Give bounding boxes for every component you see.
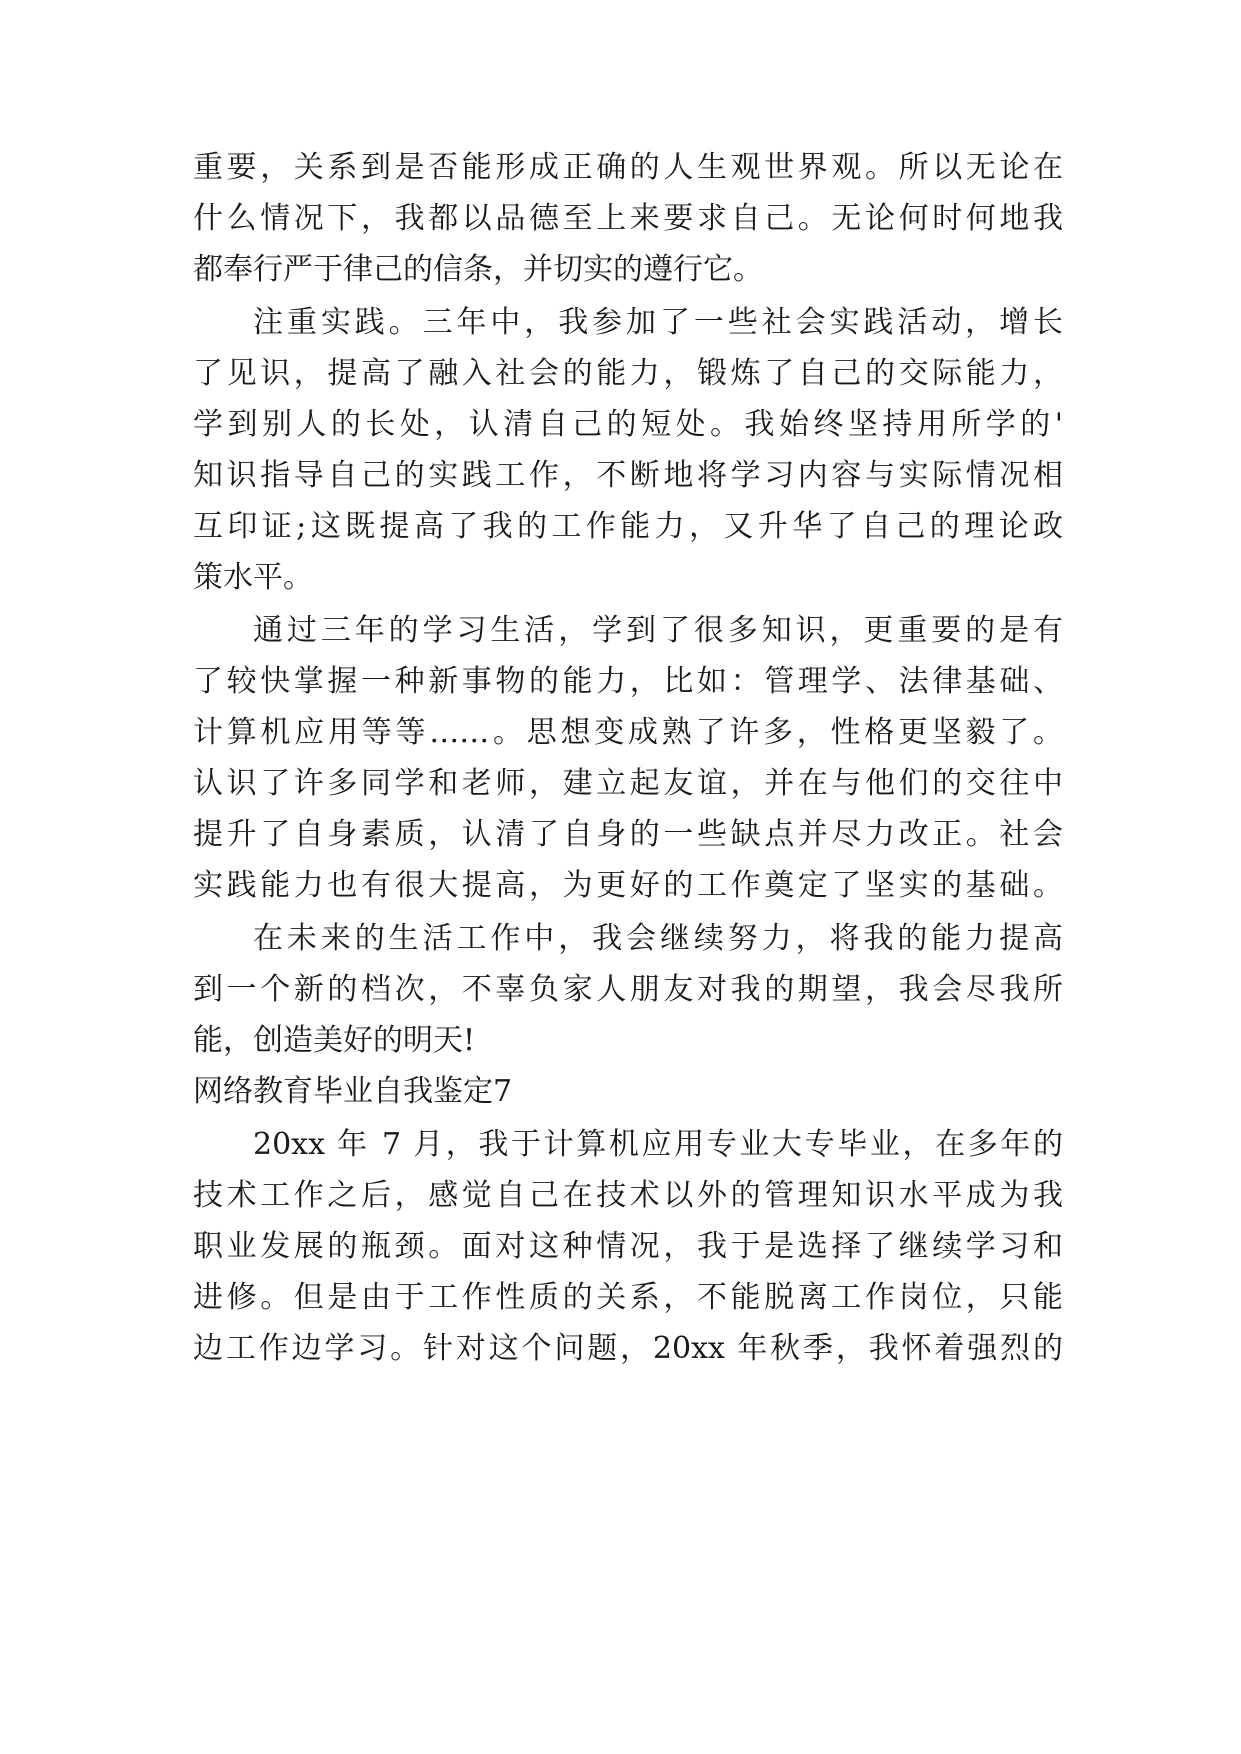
text-line: 都奉行严于律己的信条，并切实的遵行它。 xyxy=(193,252,763,287)
paragraph-first-line: 在未来的生活工作中，我会继续努力，将我的能力提高 xyxy=(253,921,1063,956)
text-line: 能，创造美好的明天! xyxy=(193,1023,476,1058)
text-line: 实践能力也有很大提高，为更好的工作奠定了坚实的基础。 xyxy=(193,868,1063,903)
text-line: 提升了自身素质，认清了自身的一些缺点并尽力改正。社会 xyxy=(193,817,1063,852)
paragraph-first-line: 通过三年的学习生活，学到了很多知识，更重要的是有 xyxy=(253,613,1063,648)
text-line: 技术工作之后，感觉自己在技术以外的管理知识水平成为我 xyxy=(193,1178,1063,1213)
section-heading: 网络教育毕业自我鉴定7 xyxy=(193,1074,513,1109)
text-line: 互印证;这既提高了我的工作能力，又升华了自己的理论政 xyxy=(193,509,1063,544)
text-line: 什么情况下，我都以品德至上来要求自己。无论何时何地我 xyxy=(193,201,1063,236)
text-line: 到一个新的档次，不辜负家人朋友对我的期望，我会尽我所 xyxy=(193,972,1063,1007)
text-line: 计算机应用等等……。思想变成熟了许多，性格更坚毅了。 xyxy=(193,715,1063,750)
paragraph-first-line: 注重实践。三年中，我参加了一些社会实践活动，增长 xyxy=(253,305,1063,340)
text-line: 认识了许多同学和老师，建立起友谊，并在与他们的交往中 xyxy=(193,766,1063,801)
text-line: 重要，关系到是否能形成正确的人生观世界观。所以无论在 xyxy=(193,150,1063,185)
text-line: 职业发展的瓶颈。面对这种情况，我于是选择了继续学习和 xyxy=(193,1229,1063,1264)
text-line: 边工作边学习。针对这个问题，20xx 年秋季，我怀着强烈的 xyxy=(193,1331,1063,1366)
text-line: 知识指导自己的实践工作，不断地将学习内容与实际情况相 xyxy=(193,458,1063,493)
text-line: 了较快掌握一种新事物的能力，比如：管理学、法律基础、 xyxy=(193,664,1063,699)
text-line: 了见识，提高了融入社会的能力，锻炼了自己的交际能力， xyxy=(193,356,1063,391)
text-line: 进修。但是由于工作性质的关系，不能脱离工作岗位，只能 xyxy=(193,1280,1063,1315)
text-line: 策水平。 xyxy=(193,560,313,595)
paragraph-first-line: 20xx 年 7 月，我于计算机应用专业大专毕业，在多年的 xyxy=(253,1127,1063,1162)
text-line: 学到别人的长处，认清自己的短处。我始终坚持用所学的' xyxy=(193,407,1063,442)
